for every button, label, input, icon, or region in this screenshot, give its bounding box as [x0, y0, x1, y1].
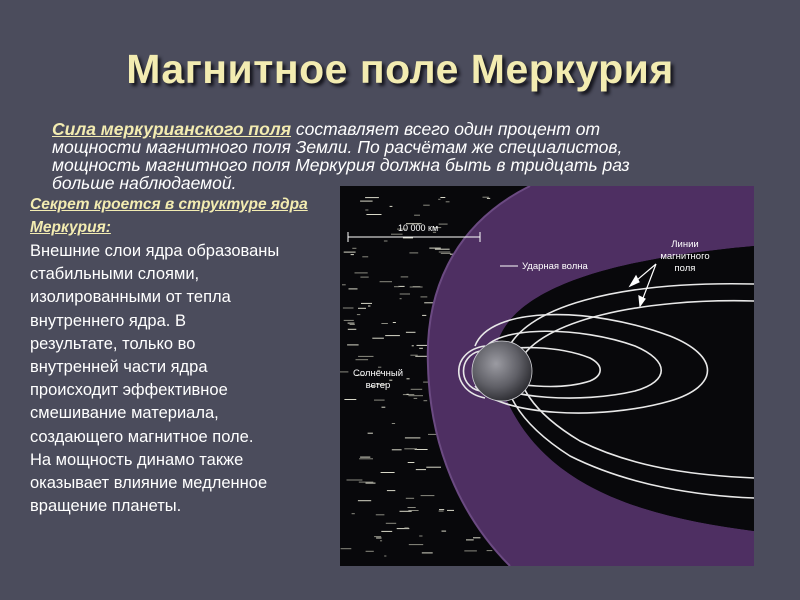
solar-wind-streak	[393, 322, 396, 323]
intro-text: составляет всего один процент от мощности магнитного поля Земли. По расчётам же специалистов, мощность магнитного поля Меркурия должна быть в тридцать раз больше наблюдаемой.	[52, 120, 630, 192]
solar-wind-streak	[407, 394, 409, 395]
solar-wind-streak	[360, 201, 373, 202]
solar-wind-streak	[404, 448, 417, 449]
solar-wind-streak	[435, 249, 450, 250]
solar-wind-streak	[487, 198, 490, 199]
solar-wind-streak	[446, 201, 450, 202]
solar-wind-streak	[376, 514, 385, 515]
solar-wind-streak	[421, 495, 435, 496]
solar-wind-streak	[438, 199, 440, 200]
field-lines-label-3: поля	[674, 263, 696, 274]
solar-wind-streak	[360, 277, 368, 278]
solar-wind-streak	[380, 281, 392, 282]
solar-wind-streak	[392, 449, 402, 450]
solar-wind-streak	[428, 434, 437, 435]
solar-wind-streak	[408, 507, 416, 508]
intro-highlight: Сила меркурианского поля	[52, 120, 291, 139]
solar-wind-streak	[409, 252, 418, 253]
solar-wind-streak	[392, 423, 395, 424]
solar-wind-streak	[440, 197, 445, 198]
solar-wind-streak	[400, 511, 412, 512]
solar-wind-streak	[352, 248, 356, 249]
solar-wind-streak	[341, 548, 352, 549]
solar-wind-streak	[357, 314, 360, 315]
body-paragraph: Внешние слои ядра образованы стабильными слоями, изолированными от тепла внутреннего ядра. В результате, только во внутренней части ядра происходит эффективное смешивание материала, создающего магнитное поле. На мощность динамо также оказывает влияние медленное вращение планеты.	[30, 242, 280, 516]
solar-wind-streak	[376, 538, 381, 539]
intro-paragraph	[52, 120, 692, 192]
solar-wind-streak	[406, 332, 416, 333]
solar-wind-streak	[350, 324, 355, 325]
solar-wind-streak	[429, 248, 441, 249]
solar-wind-label-2: ветер	[365, 380, 391, 391]
magnetosphere-svg	[340, 186, 754, 566]
solar-wind-streak	[365, 197, 379, 198]
solar-wind-streak	[343, 308, 354, 309]
solar-wind-streak	[387, 490, 395, 491]
solar-wind-streak	[421, 296, 428, 297]
solar-wind-streak	[442, 531, 447, 532]
solar-wind-streak	[487, 550, 493, 551]
solar-wind-streak	[368, 433, 373, 434]
solar-wind-streak	[394, 286, 399, 287]
solar-wind-streak	[400, 298, 402, 299]
solar-wind-streak	[347, 344, 359, 345]
solar-wind-streak	[374, 400, 385, 401]
solar-wind-streak	[390, 206, 393, 207]
solar-wind-streak	[348, 323, 355, 324]
solar-wind-streak	[344, 320, 354, 321]
solar-wind-streak	[422, 552, 433, 553]
slide-title: Магнитное поле Меркурия	[126, 46, 674, 92]
solar-wind-streak	[381, 531, 392, 532]
solar-wind-streak	[348, 329, 357, 330]
solar-wind-streak	[407, 378, 410, 379]
shock-wave-label: Ударная волна	[522, 261, 588, 272]
solar-wind-streak	[400, 294, 410, 295]
solar-wind-streak	[366, 551, 374, 552]
solar-wind-streak	[342, 284, 346, 285]
solar-wind-streak	[344, 399, 356, 400]
solar-wind-streak	[416, 469, 426, 470]
solar-wind-streak	[381, 323, 388, 324]
solar-wind-streak	[359, 482, 374, 483]
solar-wind-streak	[361, 303, 372, 304]
solar-wind-streak	[408, 462, 415, 463]
solar-wind-streak	[355, 272, 368, 273]
solar-wind-streak	[386, 523, 396, 524]
solar-wind-streak	[406, 498, 414, 499]
solar-wind-streak	[362, 256, 368, 257]
solar-wind-streak	[344, 252, 356, 253]
solar-wind-streak	[423, 205, 430, 206]
solar-wind-streak	[382, 407, 386, 408]
solar-wind-streak	[380, 540, 382, 541]
field-lines-label-2: магнитного	[660, 251, 710, 262]
solar-wind-streak	[473, 537, 480, 538]
solar-wind-streak	[419, 536, 422, 537]
mercury-planet	[472, 341, 532, 401]
solar-wind-streak	[366, 214, 381, 215]
solar-wind-streak	[408, 395, 423, 396]
solar-wind-streak	[439, 252, 451, 253]
solar-wind-streak	[384, 556, 386, 557]
solar-wind-streak	[439, 509, 444, 510]
solar-wind-streak	[419, 348, 423, 349]
solar-wind-streak	[410, 287, 423, 288]
solar-wind-streak	[365, 210, 368, 211]
solar-wind-streak	[368, 306, 370, 307]
solar-wind-streak	[358, 308, 366, 309]
solar-wind-streak	[483, 197, 489, 198]
solar-wind-streak	[351, 254, 354, 255]
field-lines-label-1: Линии	[671, 239, 699, 250]
solar-wind-streak	[404, 527, 408, 528]
magnetosphere-diagram	[340, 186, 754, 566]
solar-wind-streak	[424, 400, 428, 401]
solar-wind-streak	[412, 345, 414, 346]
solar-wind-streak	[381, 472, 395, 473]
solar-wind-streak	[349, 288, 358, 289]
solar-wind-streak	[439, 511, 444, 512]
solar-wind-label-1: Солнечный	[352, 368, 404, 379]
solar-wind-streak	[439, 224, 448, 225]
solar-wind-streak	[414, 398, 418, 399]
solar-wind-streak	[422, 315, 426, 316]
solar-wind-streak	[391, 234, 403, 235]
solar-wind-streak	[441, 253, 451, 254]
scale-label: 10 000 км	[398, 223, 439, 233]
solar-wind-streak	[360, 457, 370, 458]
solar-wind-streak	[347, 480, 363, 481]
solar-wind-streak	[401, 276, 409, 277]
solar-wind-streak	[385, 335, 400, 336]
solar-wind-streak	[403, 237, 413, 238]
solar-wind-streak	[374, 536, 381, 537]
solar-wind-streak	[409, 544, 423, 545]
solar-wind-streak	[426, 467, 441, 468]
solar-wind-streak	[411, 389, 423, 390]
secret-heading: Секрет кроется в структуре ядра Меркурия:	[30, 196, 308, 236]
solar-wind-streak	[414, 215, 420, 216]
solar-wind-streak	[366, 483, 376, 484]
solar-wind-streak	[447, 510, 454, 511]
solar-wind-streak	[466, 539, 474, 540]
solar-wind-streak	[340, 371, 348, 372]
solar-wind-streak	[372, 338, 384, 339]
solar-wind-streak	[358, 356, 373, 357]
solar-wind-streak	[359, 458, 373, 459]
solar-wind-streak	[410, 355, 417, 356]
solar-wind-streak	[358, 500, 371, 501]
solar-wind-streak	[384, 241, 388, 242]
solar-wind-streak	[464, 550, 477, 551]
solar-wind-streak	[356, 359, 369, 360]
solar-wind-streak	[405, 437, 421, 438]
solar-wind-streak	[352, 513, 355, 514]
